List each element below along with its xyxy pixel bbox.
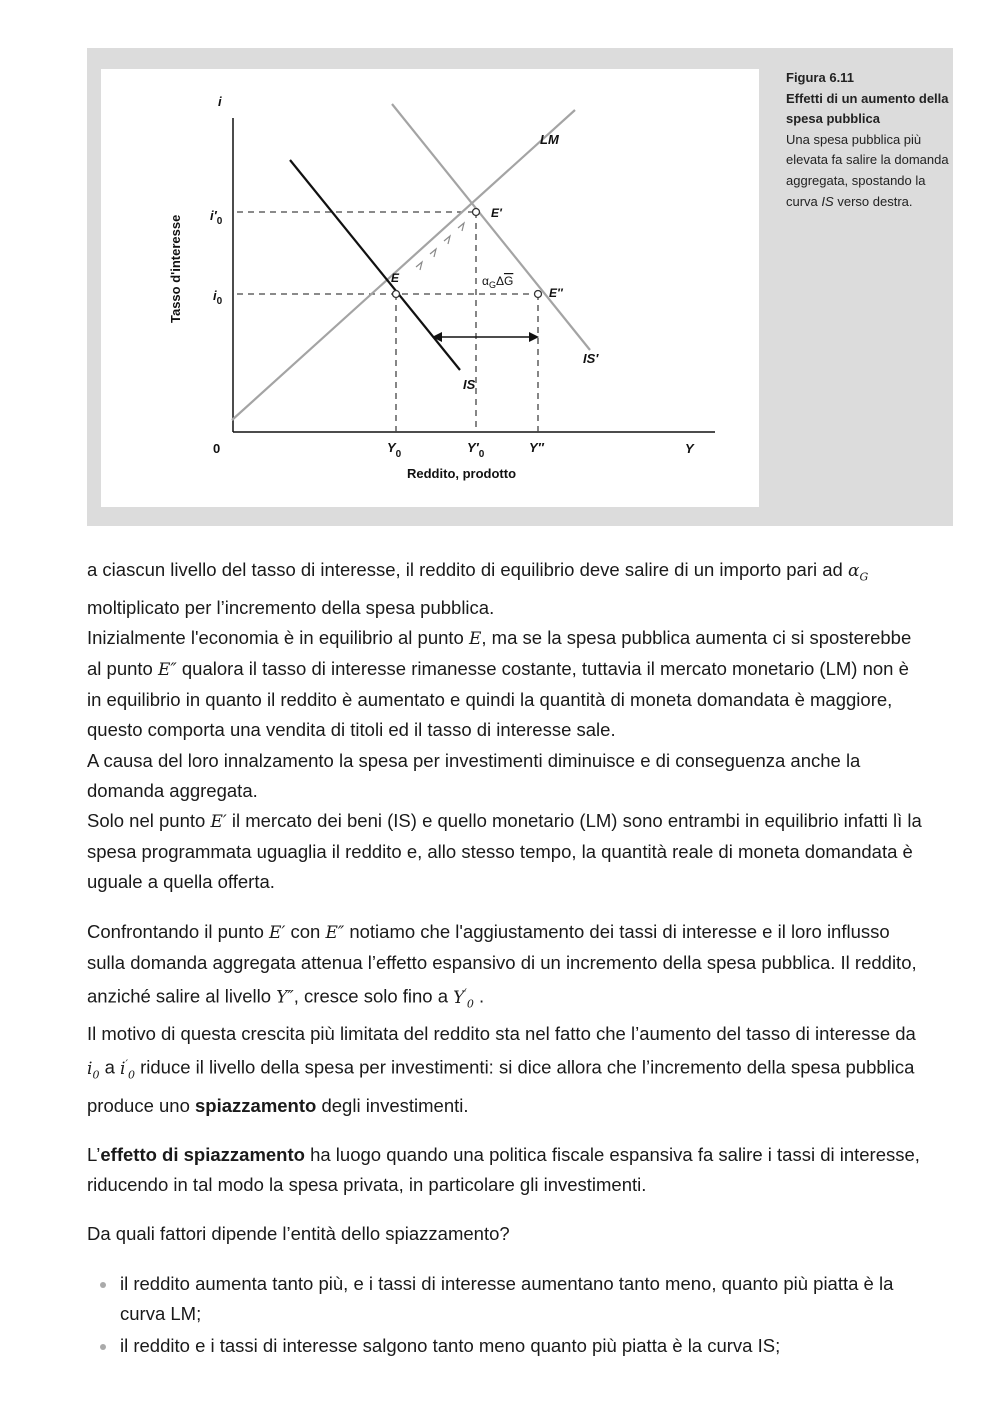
x-tick-y0: $Y_0$ <box>387 440 402 460</box>
paragraph: a ciascun livello del tasso di interesse, il reddito di equilibrio deve salire di un importo pari ad $\alpha_G$ moltiplicato per l’incremento della spesa pubblica. <box>87 559 869 618</box>
paragraph: Confrontando il punto E′ con E″ notiamo che l'aggiustamento dei tassi di interesse e il loro influsso sulla domanda aggregata attenua l’effetto espansivo di un incremento della spesa pubblica. Il reddito, anziché salire al livello Y″, cresce solo fino a $Y'_0$ . <box>87 920 917 1011</box>
paragraph: Solo nel punto E′ il mercato dei beni (IS) e quello monetario (LM) sono entrambi in equilibrio infatti lì la spesa programmata uguaglia il reddito e, allo stesso tempo, la quantità reale di moneta domandata è uguale a quella offerta. <box>87 810 922 893</box>
x-tick-y0-prime: $Y'_0$ <box>467 440 485 460</box>
curve-label-is: IS <box>463 377 476 392</box>
paragraph: Inizialmente l'economia è in equilibrio al punto E, ma se la spesa pubblica aumenta ci si sposterebbe al punto E″ qualora il tasso di interesse rimanesse costante, tuttavia il mercato monetario (LM) non è in equilibrio in quanto il reddito è aumentato e quindi la quantità di moneta domandata è maggiore, questo comporta una vendita di titoli ed il tasso di interesse sale. <box>87 626 912 741</box>
body-text <box>87 555 927 1363</box>
paragraph: A causa del loro innalzamento la spesa per investimenti diminuisce e di conseguenza anche la domanda aggregata. <box>87 749 861 801</box>
point-e-prime <box>473 209 480 216</box>
caption-body: Una spesa pubblica più elevata fa salire la domanda aggregata, spostando la curva IS verso destra. <box>786 131 949 209</box>
point-e-double-prime <box>535 291 542 298</box>
point-label-e: E <box>391 271 400 285</box>
curve-label-is-prime: IS′ <box>583 351 599 366</box>
y-tick-i0: $i_0$ <box>213 288 223 307</box>
curve-label-lm: LM <box>540 132 559 147</box>
caption-number: Figura 6.11 <box>786 70 854 85</box>
lm-curve <box>232 110 575 420</box>
paragraph: Il motivo di questa crescita più limitata del reddito sta nel fatto che l’aumento del tasso di interesse da $i_0$ a $i'_0$ riduce il livello della spesa per investimenti: si dice allora che l’incremento della spesa pubblica produce uno spiazzamento degli investimenti. <box>87 1023 916 1116</box>
point-label-e-prime: E′ <box>491 206 502 220</box>
y-tick-i0-prime: $i'_0$ <box>210 208 223 227</box>
origin-label: 0 <box>213 441 221 456</box>
point-label-e-double-prime: E″ <box>549 286 563 300</box>
caption-title: Effetti di un aumento della spesa pubblica <box>786 90 949 127</box>
paragraph: Da quali fattori dipende l’entità dello spiazzamento? <box>87 1223 510 1245</box>
is-curve <box>290 160 460 370</box>
annotation-alpha-delta-g: $\alpha_G\Delta G$ <box>482 274 514 290</box>
y-axis-label: Tasso d'interesse <box>168 214 183 323</box>
figure-caption <box>786 68 951 212</box>
list-item: il reddito aumenta tanto più, e i tassi di interesse aumentano tanto meno, quanto più piatta è la curva LM; <box>87 1269 927 1329</box>
list-item: il reddito e i tassi di interesse salgono tanto meno quanto più piatta è la curva IS; <box>87 1331 927 1361</box>
x-axis-label: Reddito, prodotto <box>407 466 517 481</box>
bullet-list <box>87 1269 927 1362</box>
x-axis-symbol: Y <box>685 441 694 456</box>
y-axis-symbol: i <box>218 94 222 109</box>
is-prime-curve <box>392 104 590 350</box>
x-tick-y-double-prime: Y″ <box>529 440 544 455</box>
paragraph: L’effetto di spiazzamento ha luogo quando una politica fiscale espansiva fa salire i tassi di interesse, riducendo in tal modo la spesa privata, in particolare gli investimenti. <box>87 1143 920 1196</box>
point-e <box>393 291 400 298</box>
